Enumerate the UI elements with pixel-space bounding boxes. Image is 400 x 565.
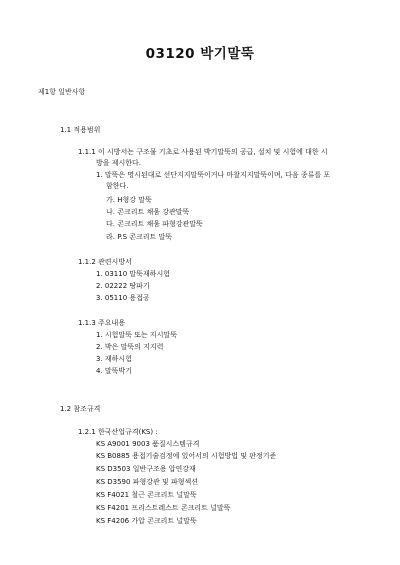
list-item: KS D3590 파형강관 및 파형섹션 bbox=[96, 478, 198, 486]
paragraph-continuation: 함한다. bbox=[106, 182, 129, 190]
document-title: 03120 박기말뚝 bbox=[145, 46, 255, 62]
subsection-heading: 1.2.1 한국산업규격(KS) : bbox=[78, 428, 158, 436]
list-item: 4. 말뚝박기 bbox=[96, 367, 132, 375]
list-item: KS D3503 일반구조용 압연강재 bbox=[96, 465, 196, 473]
list-item: 1. 말뚝은 명시된대로 선단지지말뚝이거나 마찰지지말뚝이며, 다음 종류를 포 bbox=[96, 171, 331, 179]
list-item: 2. 02222 땅파기 bbox=[96, 282, 150, 290]
section-heading: 1.2 참조규격 bbox=[60, 405, 101, 413]
list-item: 1. 03110 말뚝재하시험 bbox=[96, 270, 170, 278]
list-item: 3. 재하시험 bbox=[96, 355, 132, 363]
subsection-heading: 1.1.3 주요내용 bbox=[78, 319, 126, 327]
list-item: 2. 박은 말뚝의 지지력 bbox=[96, 343, 164, 351]
chapter-heading: 제1항 일반사항 bbox=[38, 88, 86, 96]
list-item: 다. 콘크리트 채움 파형강관말뚝 bbox=[106, 220, 203, 228]
list-item: 1. 시험말뚝 또는 지시말뚝 bbox=[96, 331, 177, 339]
list-item: 가. H형강 말뚝 bbox=[106, 196, 152, 204]
list-item: KS F4201 프리스트레스트 콘크리트 널말뚝 bbox=[96, 504, 231, 512]
section-heading: 1.1 적용범위 bbox=[60, 126, 101, 134]
list-item: KS B0885 용접기술검정에 있어서의 시험방법 및 판정기준 bbox=[96, 452, 277, 460]
subsection-heading: 1.1.2 관련시방서 bbox=[78, 258, 132, 266]
list-item: KS F4021 철근 콘크리트 널말뚝 bbox=[96, 491, 197, 499]
list-item: 라. P.S 콘크리트 말뚝 bbox=[106, 233, 173, 241]
list-item: KS A9001 9003 품질시스템규격 bbox=[96, 440, 200, 448]
list-item: 나. 콘크리트 채움 강관말뚝 bbox=[106, 208, 190, 216]
subsection-heading: 1.1.1 이 시방서는 구조물 기초로 사용된 박기말뚝의 공급, 설치 및 시험에 대한 시 bbox=[78, 148, 328, 156]
list-item: 3. 05110 용접공 bbox=[96, 294, 150, 302]
list-item: KS F4206 가압 콘크리트 널말뚝 bbox=[96, 517, 197, 525]
paragraph-continuation: 방을 제시한다. bbox=[96, 159, 142, 167]
